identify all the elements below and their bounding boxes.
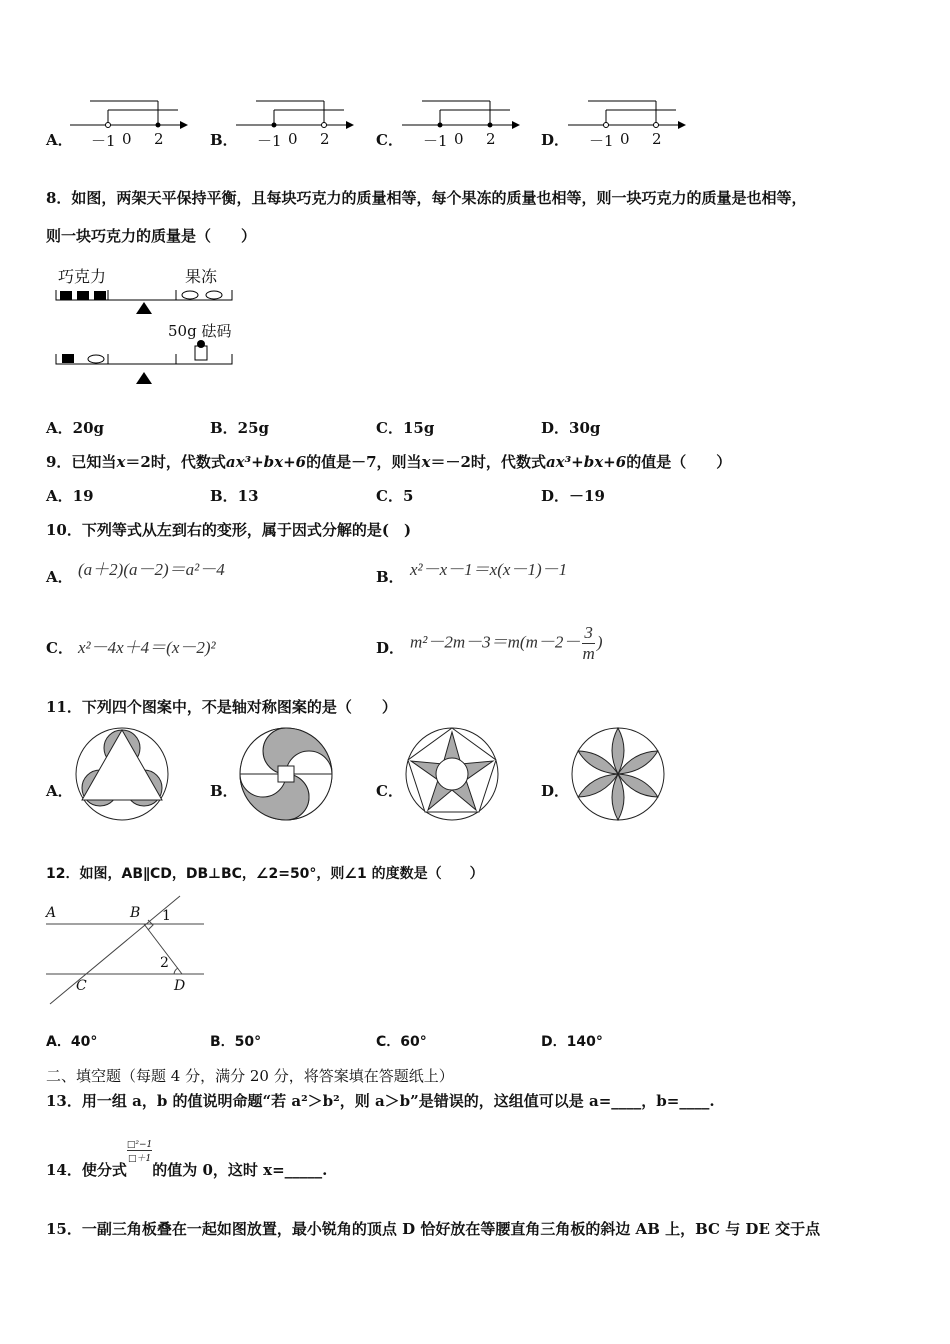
q13-stem: 13．用一组 a，b 的值说明命题“若 a²＞b²，则 a＞b”是错误的，这组值可以是 a=____，b=____. [46, 1092, 715, 1110]
q7-a-tick-2: 2 [154, 130, 164, 148]
q12-option-b[interactable]: B．50° [210, 1034, 262, 1050]
q7-b-tick-neg1: －1 [257, 132, 282, 150]
q8-weight-label: 50g 砝码 [168, 322, 232, 340]
q11-option-a-label[interactable]: A． [46, 782, 73, 800]
q7-d-tick-neg1: －1 [589, 132, 614, 150]
q11-stem: 11．下列四个图案中，不是轴对称图案的是（ ） [46, 698, 397, 716]
q7-d-tick-2: 2 [652, 130, 662, 148]
q10-option-d-label[interactable]: D． [376, 639, 405, 657]
q11-option-b-label[interactable]: B． [210, 782, 238, 800]
q7-d-tick-0: 0 [620, 130, 630, 148]
q11-option-d-label[interactable]: D． [541, 782, 570, 800]
q7-option-b-label[interactable]: B． [210, 131, 238, 149]
q11-option-c-label[interactable]: C． [376, 782, 403, 800]
q8-balance-figure [50, 286, 250, 391]
q10-option-c-expr: x²－4x＋4＝(x－2)² [78, 638, 216, 657]
q12-stem: 12．如图，AB∥CD，DB⊥BC，∠2=50°，则∠1 的度数是（ ） [46, 866, 484, 882]
q12-option-a[interactable]: A．40° [46, 1034, 98, 1050]
q7-c-tick-2: 2 [486, 130, 496, 148]
q15-stem: 15．一副三角板叠在一起如图放置，最小锐角的顶点 D 恰好放在等腰直角三角板的斜边 AB 上，BC 与 DE 交于点 [46, 1220, 821, 1238]
q11-figure-d [570, 726, 666, 822]
q9-option-c[interactable]: C．5 [376, 487, 414, 505]
q9-option-d[interactable]: D．－19 [541, 487, 605, 505]
q10-option-a-label[interactable]: A． [46, 568, 73, 586]
q7-b-tick-2: 2 [320, 130, 330, 148]
q7-option-a-label[interactable]: A． [46, 131, 73, 149]
q9-stem: 9．已知当x＝2时，代数式ax³+bx+6的值是－7，则当x＝－2时，代数式ax³+bx+6的值是（ ） [46, 453, 732, 471]
q12-option-c[interactable]: C．60° [376, 1034, 427, 1050]
q7-option-c-label[interactable]: C． [376, 131, 403, 149]
q7-c-tick-neg1: －1 [423, 132, 448, 150]
q9-option-a[interactable]: A．19 [46, 487, 94, 505]
q7-a-tick-0: 0 [122, 130, 132, 148]
q8-stem-line2: 则一块巧克力的质量是（ ） [46, 227, 257, 245]
q11-figure-b [238, 726, 334, 822]
q8-stem-line1: 8．如图，两架天平保持平衡，且每块巧克力的质量相等，每个果冻的质量也相等，则一块巧克力的质量是也相等， [46, 189, 807, 207]
q8-option-c[interactable]: C．15g [376, 419, 435, 437]
q10-option-a-expr: (a＋2)(a－2)＝a²－4 [78, 560, 225, 579]
q7-c-tick-0: 0 [454, 130, 464, 148]
q12-point-b: B [130, 905, 141, 921]
q8-option-d[interactable]: D．30g [541, 419, 601, 437]
q10-option-d-expr: m²－2m－3＝m(m－2－ $\frac{3}{m}$ ) [410, 623, 603, 663]
q10-option-b-label[interactable]: B． [376, 568, 404, 586]
q10-stem: 10．下列等式从左到右的变形，属于因式分解的是( ) [46, 521, 412, 539]
q12-point-d: D [174, 978, 186, 994]
q7-b-tick-0: 0 [288, 130, 298, 148]
q11-figure-c [404, 726, 500, 822]
q8-option-a[interactable]: A．20g [46, 419, 105, 437]
q12-option-d[interactable]: D．140° [541, 1034, 603, 1050]
q8-jelly-label: 果冻 [185, 267, 218, 286]
q7-a-tick-neg1: －1 [91, 132, 116, 150]
q12-angle-1: 1 [162, 908, 171, 924]
q12-angle-2: 2 [160, 955, 169, 971]
q9-option-b[interactable]: B．13 [210, 487, 259, 505]
q10-option-c-label[interactable]: C． [46, 639, 73, 657]
q14-stem: 14．使分式 $\frac{\text{□²−1}}{□+1}$ 的值为 0，这时 x=_____. [46, 1140, 328, 1179]
q8-chocolate-label: 巧克力 [58, 267, 107, 286]
q10-option-b-expr: x²－x－1＝x(x－1)－1 [410, 560, 568, 579]
q12-point-c: C [76, 978, 87, 994]
q11-figure-a [74, 726, 170, 822]
q12-point-a: A [46, 905, 57, 921]
q8-option-b[interactable]: B．25g [210, 419, 270, 437]
q7-option-d-label[interactable]: D． [541, 131, 570, 149]
section-2-heading: 二、填空题（每题 4 分，满分 20 分，将答案填在答题纸上） [46, 1067, 454, 1085]
